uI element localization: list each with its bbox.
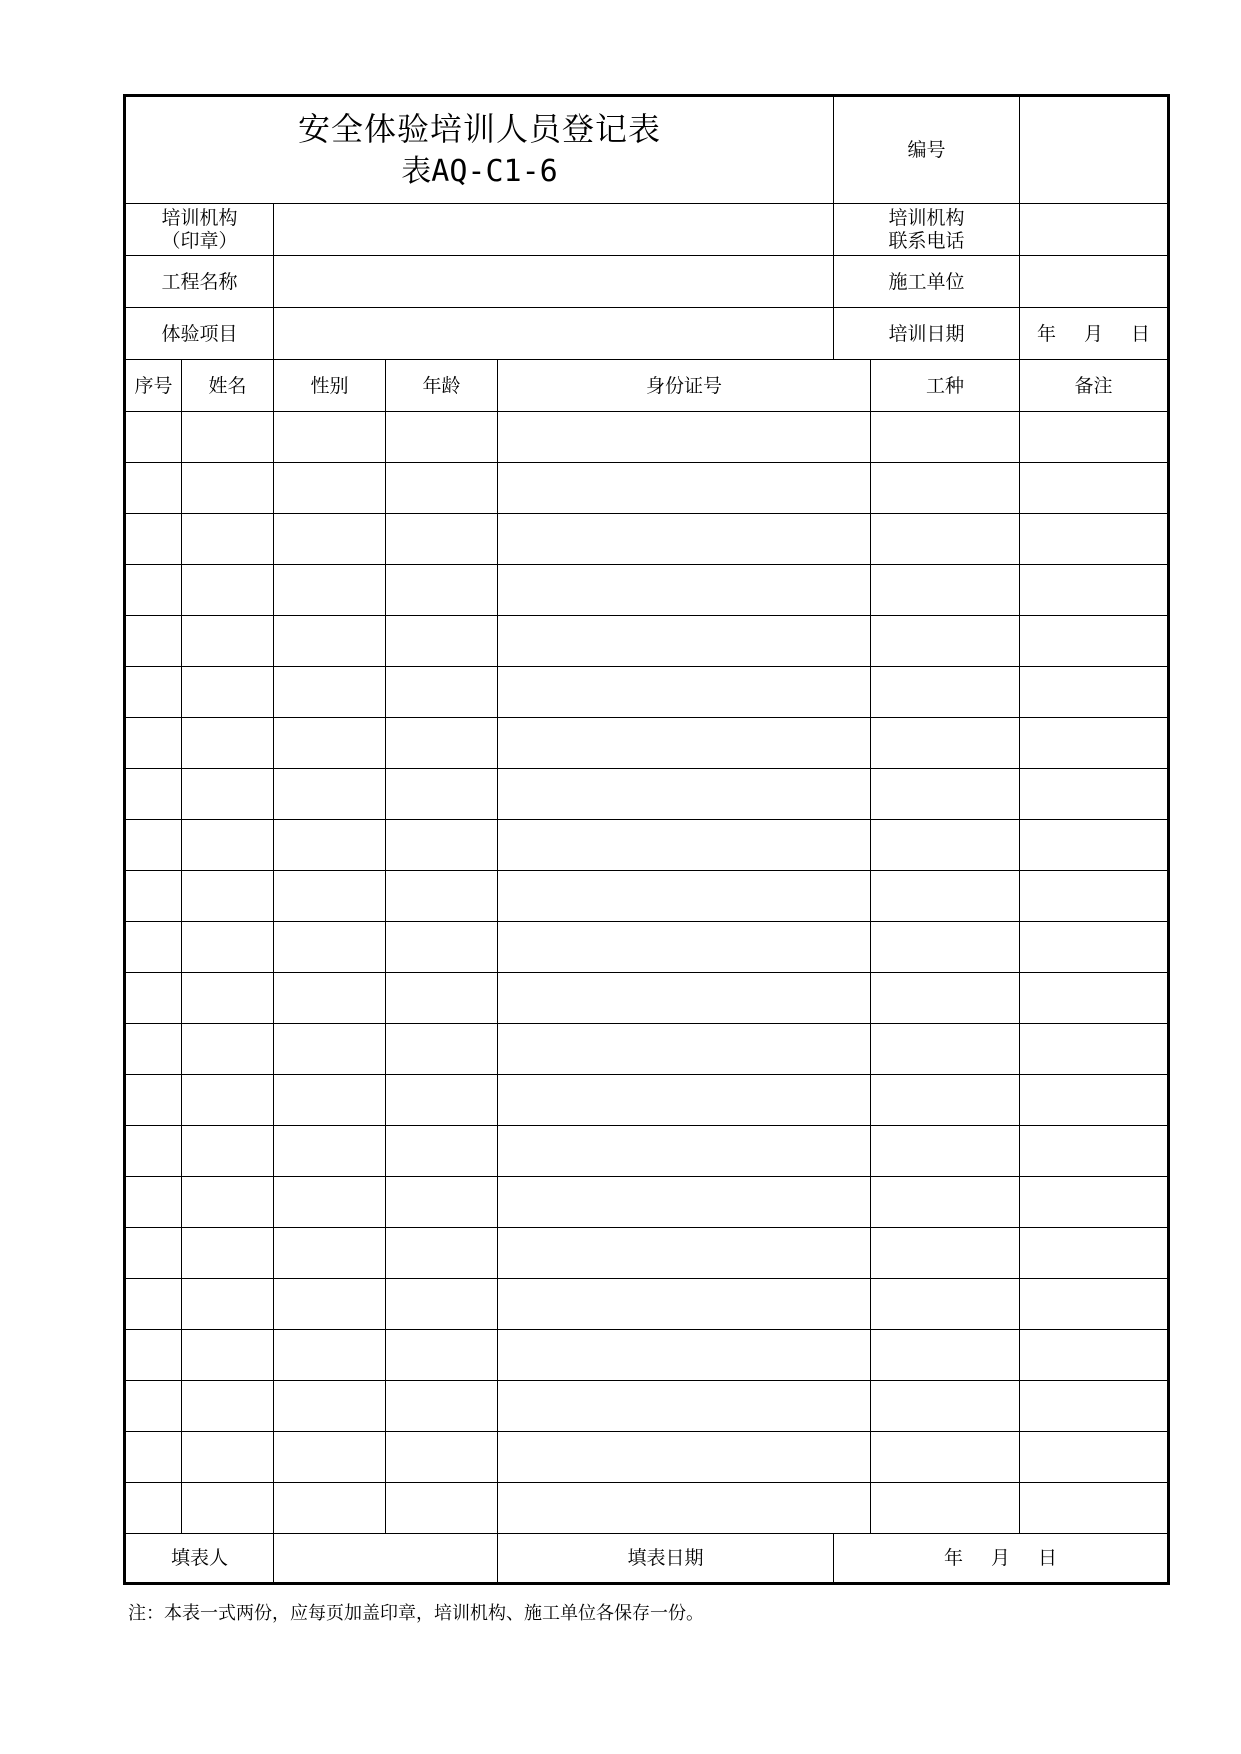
cell-id-number[interactable] [498,769,871,820]
cell-name[interactable] [182,514,274,565]
cell-index[interactable] [125,1330,182,1381]
cell-age[interactable] [386,667,498,718]
contractor-field[interactable] [1020,256,1169,308]
cell-id-number[interactable] [498,1330,871,1381]
cell-name[interactable] [182,1228,274,1279]
col-header-name: 姓名 [182,360,274,412]
cell-index[interactable] [125,412,182,463]
cell-id-number[interactable] [498,412,871,463]
table-row [125,616,1169,667]
cell-name[interactable] [182,667,274,718]
cell-gender[interactable] [274,1279,386,1330]
cell-id-number[interactable] [498,1483,871,1534]
col-header-trade: 工种 [871,360,1020,412]
cell-remarks[interactable] [1020,1177,1169,1228]
cell-id-number[interactable] [498,565,871,616]
cell-id-number[interactable] [498,1279,871,1330]
cell-index[interactable] [125,1075,182,1126]
training-date-label: 培训日期 [834,308,1020,360]
table-row [125,1075,1169,1126]
footer-row [125,1534,1169,1584]
data-rows [125,412,1169,1534]
table-row [125,565,1169,616]
cell-index[interactable] [125,565,182,616]
cell-age[interactable] [386,412,498,463]
table-row [125,1483,1169,1534]
table-row [125,1432,1169,1483]
cell-trade[interactable] [871,1279,1020,1330]
org-label [125,204,274,256]
cell-id-number[interactable] [498,1228,871,1279]
org-field[interactable] [274,204,834,256]
form-code: 表AQ-C1-6 [401,154,558,189]
cell-trade[interactable] [871,616,1020,667]
col-header-gender: 性别 [274,360,386,412]
table-row [125,769,1169,820]
cell-remarks[interactable] [1020,1279,1169,1330]
table-row [125,973,1169,1024]
cell-gender[interactable] [274,1381,386,1432]
cell-id-number[interactable] [498,514,871,565]
cell-index[interactable] [125,1126,182,1177]
cell-gender[interactable] [274,667,386,718]
cell-id-number[interactable] [498,718,871,769]
cell-trade[interactable] [871,769,1020,820]
cell-id-number[interactable] [498,1432,871,1483]
cell-trade[interactable] [871,871,1020,922]
cell-remarks[interactable] [1020,667,1169,718]
cell-age[interactable] [386,1483,498,1534]
cell-name[interactable] [182,973,274,1024]
cell-trade[interactable] [871,820,1020,871]
cell-gender[interactable] [274,1024,386,1075]
training-date-year: 年 [1037,322,1057,345]
cell-remarks[interactable] [1020,1075,1169,1126]
cell-age[interactable] [386,1279,498,1330]
form-title [125,96,834,204]
cell-remarks[interactable] [1020,1126,1169,1177]
cell-gender[interactable] [274,616,386,667]
cell-remarks[interactable] [1020,412,1169,463]
table-row [125,514,1169,565]
cell-remarks[interactable] [1020,1381,1169,1432]
cell-name[interactable] [182,1024,274,1075]
cell-remarks[interactable] [1020,463,1169,514]
cell-trade[interactable] [871,973,1020,1024]
footnote: 注：本表一式两份，应每页加盖印章，培训机构、施工单位各保存一份。 [128,1603,704,1624]
fill-date-field[interactable] [834,1534,1169,1584]
fill-date-month: 月 [991,1547,1011,1569]
cell-gender[interactable] [274,769,386,820]
cell-age[interactable] [386,769,498,820]
cell-index[interactable] [125,1279,182,1330]
col-header-age: 年龄 [386,360,498,412]
table-row [125,1279,1169,1330]
table-row [125,1381,1169,1432]
cell-remarks[interactable] [1020,922,1169,973]
serial-label: 编号 [834,96,1020,204]
cell-age[interactable] [386,1228,498,1279]
cell-gender[interactable] [274,1177,386,1228]
cell-id-number[interactable] [498,973,871,1024]
cell-remarks[interactable] [1020,616,1169,667]
cell-age[interactable] [386,820,498,871]
cell-name[interactable] [182,1381,274,1432]
column-header-row [125,360,1169,412]
cell-trade[interactable] [871,1075,1020,1126]
cell-index[interactable] [125,1177,182,1228]
filler-label: 填表人 [125,1534,274,1584]
cell-id-number[interactable] [498,1381,871,1432]
training-date-month: 月 [1084,322,1104,345]
training-date-day: 日 [1131,322,1151,345]
registration-form-table [123,94,1170,1585]
table-row [125,1024,1169,1075]
cell-id-number[interactable] [498,463,871,514]
cell-name[interactable] [182,1330,274,1381]
org-label-line1: 培训机构 [161,206,238,229]
org-phone-label-line2: 联系电话 [888,229,965,252]
cell-name[interactable] [182,1126,274,1177]
table-row [125,1177,1169,1228]
cell-gender[interactable] [274,973,386,1024]
cell-trade[interactable] [871,1381,1020,1432]
cell-trade[interactable] [871,1024,1020,1075]
table-row [125,463,1169,514]
cell-age[interactable] [386,514,498,565]
cell-index[interactable] [125,820,182,871]
filler-field[interactable] [274,1534,498,1584]
cell-id-number[interactable] [498,922,871,973]
cell-gender[interactable] [274,1330,386,1381]
cell-age[interactable] [386,1075,498,1126]
cell-gender[interactable] [274,1483,386,1534]
cell-index[interactable] [125,1381,182,1432]
fill-date-year: 年 [944,1547,964,1569]
cell-index[interactable] [125,871,182,922]
cell-gender[interactable] [274,1432,386,1483]
cell-remarks[interactable] [1020,871,1169,922]
training-date-field[interactable] [1020,308,1169,360]
cell-age[interactable] [386,1330,498,1381]
cell-index[interactable] [125,616,182,667]
cell-age[interactable] [386,1432,498,1483]
cell-age[interactable] [386,718,498,769]
cell-gender[interactable] [274,463,386,514]
project-row [125,256,1169,308]
table-row [125,412,1169,463]
cell-age[interactable] [386,871,498,922]
cell-remarks[interactable] [1020,1228,1169,1279]
cell-remarks[interactable] [1020,1330,1169,1381]
cell-id-number[interactable] [498,1075,871,1126]
project-field[interactable] [274,256,834,308]
cell-remarks[interactable] [1020,1432,1169,1483]
cell-name[interactable] [182,922,274,973]
cell-name[interactable] [182,1075,274,1126]
cell-age[interactable] [386,463,498,514]
serial-field[interactable] [1020,96,1169,204]
cell-name[interactable] [182,463,274,514]
cell-age[interactable] [386,922,498,973]
cell-name[interactable] [182,616,274,667]
cell-index[interactable] [125,514,182,565]
cell-trade[interactable] [871,463,1020,514]
cell-name[interactable] [182,871,274,922]
cell-remarks[interactable] [1020,565,1169,616]
org-label-line2: （印章） [161,229,238,252]
cell-trade[interactable] [871,514,1020,565]
cell-age[interactable] [386,1177,498,1228]
cell-name[interactable] [182,820,274,871]
cell-remarks[interactable] [1020,514,1169,565]
cell-gender[interactable] [274,514,386,565]
cell-trade[interactable] [871,718,1020,769]
experience-field[interactable] [274,308,834,360]
fill-date-day: 日 [1038,1547,1058,1569]
cell-name[interactable] [182,718,274,769]
cell-gender[interactable] [274,1228,386,1279]
cell-index[interactable] [125,1483,182,1534]
cell-index[interactable] [125,922,182,973]
org-phone-label [834,204,1020,256]
cell-index[interactable] [125,769,182,820]
org-row [125,204,1169,256]
cell-index[interactable] [125,1024,182,1075]
cell-trade[interactable] [871,1228,1020,1279]
cell-name[interactable] [182,412,274,463]
cell-trade[interactable] [871,922,1020,973]
cell-index[interactable] [125,463,182,514]
cell-remarks[interactable] [1020,1024,1169,1075]
project-label: 工程名称 [125,256,274,308]
cell-age[interactable] [386,565,498,616]
org-phone-label-line1: 培训机构 [888,206,965,229]
cell-trade[interactable] [871,1432,1020,1483]
cell-age[interactable] [386,973,498,1024]
table-row [125,871,1169,922]
cell-gender[interactable] [274,922,386,973]
title-row [125,96,1169,204]
table-row [125,667,1169,718]
experience-row [125,308,1169,360]
cell-trade[interactable] [871,667,1020,718]
cell-name[interactable] [182,565,274,616]
table-row [125,718,1169,769]
cell-age[interactable] [386,1024,498,1075]
fill-date-label: 填表日期 [498,1534,834,1584]
cell-remarks[interactable] [1020,769,1169,820]
cell-remarks[interactable] [1020,973,1169,1024]
cell-trade[interactable] [871,1177,1020,1228]
cell-remarks[interactable] [1020,1483,1169,1534]
cell-trade[interactable] [871,412,1020,463]
table-row [125,1228,1169,1279]
cell-name[interactable] [182,1279,274,1330]
cell-remarks[interactable] [1020,718,1169,769]
form-title-main: 安全体验培训人员登记表 [298,110,662,148]
cell-gender[interactable] [274,412,386,463]
cell-trade[interactable] [871,1330,1020,1381]
cell-gender[interactable] [274,1075,386,1126]
cell-gender[interactable] [274,1126,386,1177]
cell-trade[interactable] [871,1483,1020,1534]
cell-id-number[interactable] [498,871,871,922]
cell-age[interactable] [386,1381,498,1432]
cell-name[interactable] [182,1177,274,1228]
experience-label: 体验项目 [125,308,274,360]
col-header-id-number: 身份证号 [498,360,871,412]
cell-index[interactable] [125,1228,182,1279]
cell-gender[interactable] [274,718,386,769]
table-row [125,820,1169,871]
org-phone-field[interactable] [1020,204,1169,256]
cell-index[interactable] [125,1432,182,1483]
cell-id-number[interactable] [498,1024,871,1075]
cell-id-number[interactable] [498,1177,871,1228]
cell-trade[interactable] [871,565,1020,616]
cell-index[interactable] [125,667,182,718]
cell-id-number[interactable] [498,820,871,871]
cell-gender[interactable] [274,820,386,871]
cell-trade[interactable] [871,1126,1020,1177]
cell-name[interactable] [182,769,274,820]
cell-age[interactable] [386,1126,498,1177]
table-row [125,1330,1169,1381]
col-header-remarks: 备注 [1020,360,1169,412]
cell-name[interactable] [182,1432,274,1483]
table-row [125,922,1169,973]
cell-index[interactable] [125,973,182,1024]
table-row [125,1126,1169,1177]
contractor-label: 施工单位 [834,256,1020,308]
cell-age[interactable] [386,616,498,667]
cell-remarks[interactable] [1020,820,1169,871]
cell-id-number[interactable] [498,1126,871,1177]
cell-id-number[interactable] [498,667,871,718]
cell-name[interactable] [182,1483,274,1534]
cell-gender[interactable] [274,565,386,616]
cell-id-number[interactable] [498,616,871,667]
cell-gender[interactable] [274,871,386,922]
col-header-index: 序号 [125,360,182,412]
cell-index[interactable] [125,718,182,769]
